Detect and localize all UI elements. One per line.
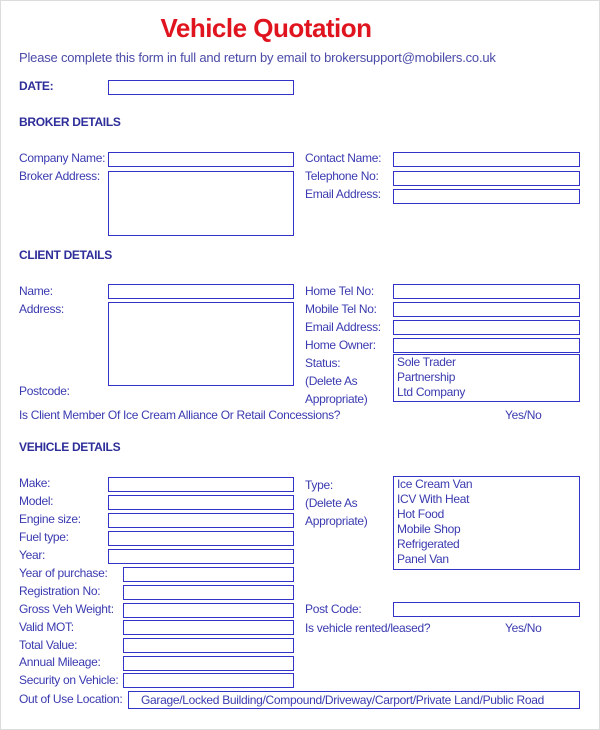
client-email-label: Email Address: — [305, 320, 381, 334]
contact-name-label: Contact Name: — [305, 151, 382, 165]
type-option[interactable]: ICV With Heat — [397, 492, 470, 506]
total-value-field[interactable] — [123, 638, 294, 653]
type-options-box[interactable] — [393, 476, 580, 570]
client-name-field[interactable] — [108, 284, 294, 299]
vehicle-heading: VEHICLE DETAILS — [19, 440, 121, 454]
type-option[interactable]: Mobile Shop — [397, 522, 461, 536]
page-title: Vehicle Quotation — [160, 13, 372, 43]
type-option[interactable]: Hot Food — [397, 507, 444, 521]
date-field[interactable] — [108, 80, 294, 95]
broker-email-field[interactable] — [393, 189, 580, 204]
status-option[interactable]: Sole Trader — [397, 355, 456, 369]
home-tel-label: Home Tel No: — [305, 284, 374, 298]
engine-size-field[interactable] — [108, 513, 294, 528]
status-option[interactable]: Partnership — [397, 370, 456, 384]
gross-weight-label: Gross Veh Weight: — [19, 602, 114, 616]
mobile-tel-label: Mobile Tel No: — [305, 302, 377, 316]
broker-heading: BROKER DETAILS — [19, 115, 121, 129]
status-options-box[interactable] — [393, 354, 580, 402]
client-name-label: Name: — [19, 284, 53, 298]
fuel-type-field[interactable] — [108, 531, 294, 546]
status-delete-as: (Delete As — [305, 374, 358, 388]
valid-mot-field[interactable] — [123, 620, 294, 635]
rented-yes-no[interactable]: Yes/No — [505, 621, 542, 635]
type-label: Type: — [305, 478, 333, 492]
home-owner-field[interactable] — [393, 338, 580, 353]
out-of-use-options[interactable]: Garage/Locked Building/Compound/Driveway/Carport/Private Land/Public Road — [141, 693, 544, 707]
post-code-label: Post Code: — [305, 602, 362, 616]
type-option[interactable]: Refrigerated — [397, 537, 460, 551]
contact-name-field[interactable] — [393, 152, 580, 167]
broker-address-field[interactable] — [108, 171, 294, 236]
year-of-purchase-label: Year of purchase: — [19, 566, 108, 580]
year-field[interactable] — [108, 549, 294, 564]
type-appropriate: Appropriate) — [305, 514, 368, 528]
security-label: Security on Vehicle: — [19, 673, 119, 687]
make-field[interactable] — [108, 477, 294, 492]
home-owner-label: Home Owner: — [305, 338, 376, 352]
out-of-use-field[interactable] — [128, 691, 580, 709]
post-code-field[interactable] — [393, 602, 580, 617]
company-name-label: Company Name: — [19, 151, 106, 165]
total-value-label: Total Value: — [19, 638, 78, 652]
model-label: Model: — [19, 494, 54, 508]
rented-question: Is vehicle rented/leased? — [305, 621, 431, 635]
annual-mileage-label: Annual Mileage: — [19, 655, 101, 669]
type-delete-as: (Delete As — [305, 496, 358, 510]
alliance-question: Is Client Member Of Ice Cream Alliance Or Retail Concessions? — [19, 408, 341, 422]
broker-address-label: Broker Address: — [19, 169, 100, 183]
engine-size-label: Engine size: — [19, 512, 81, 526]
telephone-label: Telephone No: — [305, 169, 379, 183]
registration-label: Registration No: — [19, 584, 101, 598]
registration-field[interactable] — [123, 585, 294, 600]
gross-weight-field[interactable] — [123, 603, 294, 618]
broker-email-label: Email Address: — [305, 187, 381, 201]
status-label: Status: — [305, 356, 341, 370]
alliance-yes-no[interactable]: Yes/No — [505, 408, 542, 422]
status-appropriate: Appropriate) — [305, 392, 368, 406]
client-heading: CLIENT DETAILS — [19, 248, 112, 262]
make-label: Make: — [19, 476, 51, 490]
client-address-field[interactable] — [108, 302, 294, 386]
annual-mileage-field[interactable] — [123, 656, 294, 671]
valid-mot-label: Valid MOT: — [19, 620, 74, 634]
mobile-tel-field[interactable] — [393, 302, 580, 317]
date-label: DATE: — [19, 79, 54, 93]
fuel-type-label: Fuel type: — [19, 530, 69, 544]
status-option[interactable]: Ltd Company — [397, 385, 466, 399]
security-field[interactable] — [123, 673, 294, 688]
out-of-use-label: Out of Use Location: — [19, 692, 123, 706]
model-field[interactable] — [108, 495, 294, 510]
year-of-purchase-field[interactable] — [123, 567, 294, 582]
client-email-field[interactable] — [393, 320, 580, 335]
telephone-field[interactable] — [393, 171, 580, 186]
year-label: Year: — [19, 548, 46, 562]
postcode-label: Postcode: — [19, 384, 70, 398]
type-option[interactable]: Ice Cream Van — [397, 477, 473, 491]
home-tel-field[interactable] — [393, 284, 580, 299]
instructions: Please complete this form in full and return by email to brokersupport@mobilers.co.uk — [19, 50, 496, 65]
type-option[interactable]: Panel Van — [397, 552, 449, 566]
client-address-label: Address: — [19, 302, 64, 316]
company-name-field[interactable] — [108, 152, 294, 167]
